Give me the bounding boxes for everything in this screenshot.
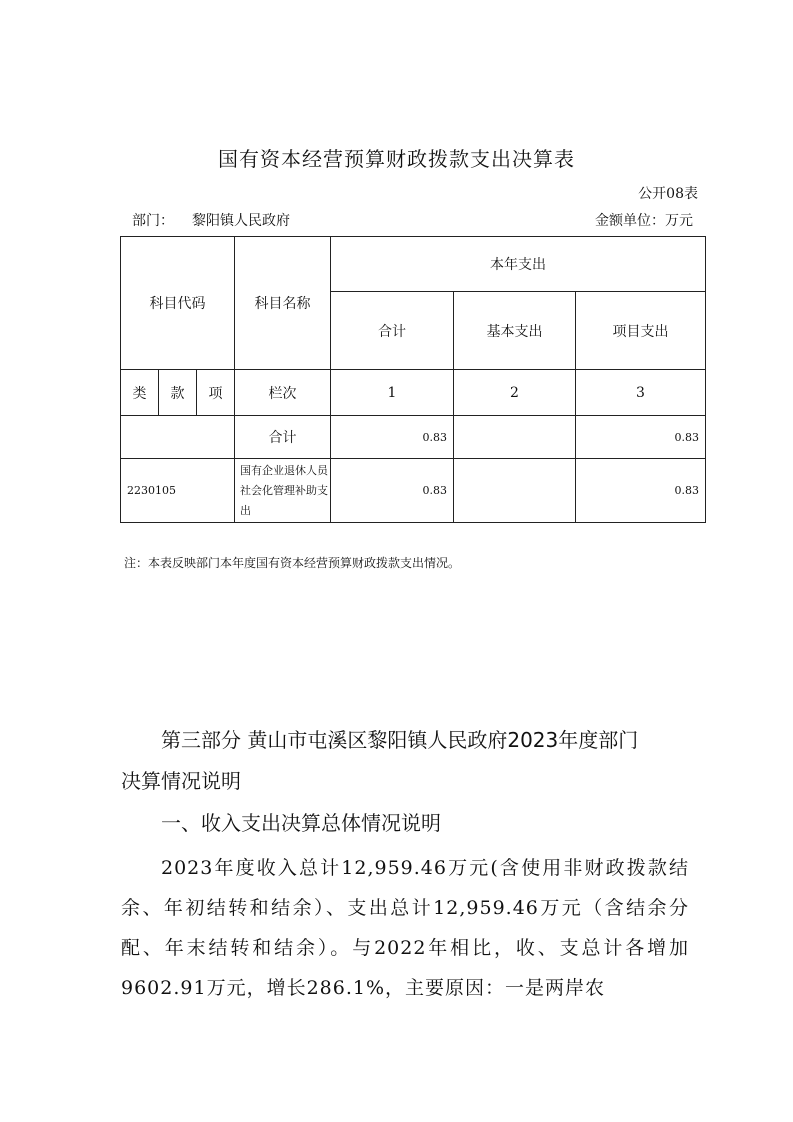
row-subject-code: 2230105 [121, 459, 235, 523]
department-label: 部门： [132, 213, 174, 229]
section-heading-continued: 决算情况说明 [121, 769, 241, 793]
row-project: 0.83 [576, 459, 706, 523]
header-total: 合计 [331, 292, 454, 370]
section-heading: 第三部分 黄山市屯溪区黎阳镇人民政府2023年度部门 [161, 728, 639, 752]
form-number: 公开08表 [638, 186, 698, 202]
header-column-index: 栏次 [235, 370, 331, 416]
expenditure-table [120, 236, 706, 523]
header-subject-code: 科目代码 [121, 237, 235, 370]
table-title: 国有资本经营预算财政拨款支出决算表 [218, 147, 575, 171]
amount-unit: 金额单位：万元 [595, 213, 693, 229]
row-total: 0.83 [331, 459, 454, 523]
header-basic-expenditure: 基本支出 [454, 292, 576, 370]
header-current-year-expenditure: 本年支出 [331, 237, 706, 292]
total-row-project: 0.83 [576, 416, 706, 459]
subsection-heading: 一、收入支出决算总体情况说明 [161, 811, 441, 835]
table-row [121, 459, 706, 523]
total-row-basic [454, 416, 576, 459]
header-project-expenditure: 项目支出 [576, 292, 706, 370]
total-row [121, 416, 706, 459]
row-basic [454, 459, 576, 523]
header-subject-name: 科目名称 [235, 237, 331, 370]
total-row-label: 合计 [235, 416, 331, 459]
header-section: 款 [159, 370, 197, 416]
header-item: 项 [197, 370, 235, 416]
table-note: 注：本表反映部门本年度国有资本经营预算财政拨款支出情况。 [124, 556, 461, 570]
column-number-3: 3 [576, 370, 706, 416]
department-name: 黎阳镇人民政府 [192, 213, 290, 229]
total-row-total: 0.83 [331, 416, 454, 459]
total-row-code [121, 416, 235, 459]
body-paragraph: 2023年度收入总计12,959.46万元(含使用非财政拨款结余、年初结转和结余）、支出总计12,959.46万元（含结余分配、年末结转和结余）。与2022年相比，收、支总计各增加9602.91万元，增长286.1%，主要原因：一是两岸农 [121, 857, 689, 999]
column-number-1: 1 [331, 370, 454, 416]
column-number-2: 2 [454, 370, 576, 416]
header-category: 类 [121, 370, 159, 416]
row-subject-name: 国有企业退休人员社会化管理补助支出 [235, 459, 331, 523]
